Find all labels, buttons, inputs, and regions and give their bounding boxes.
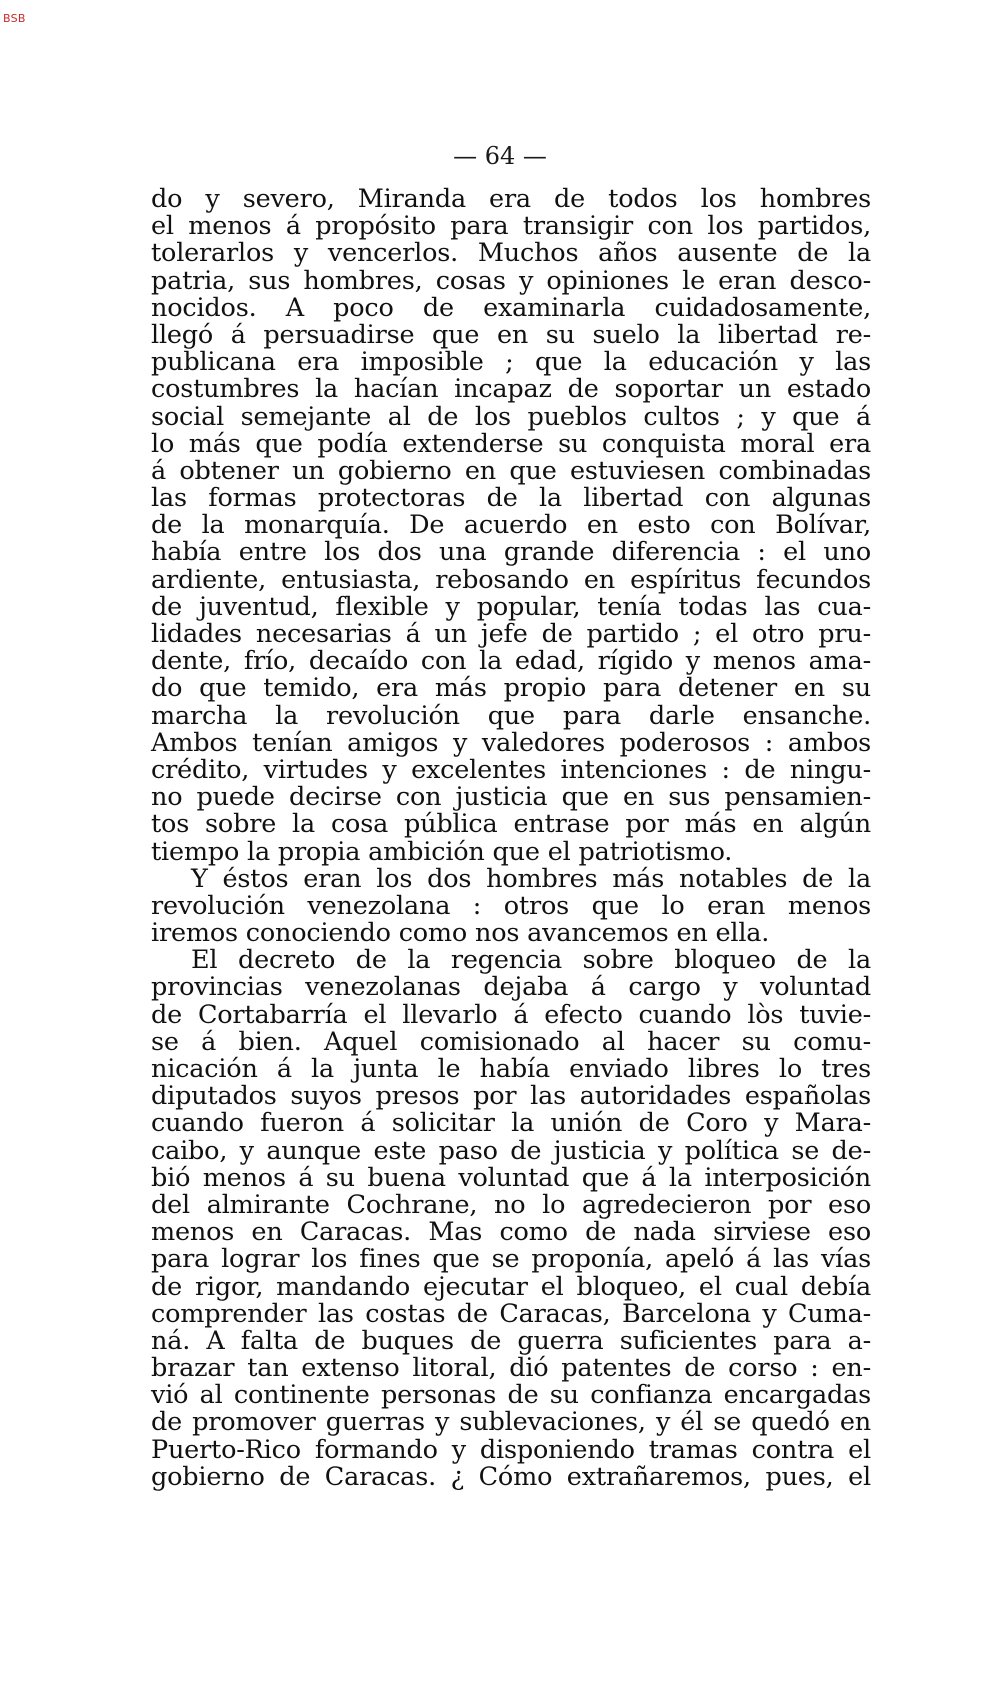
- text-line: del almirante Cochrane, no lo agredecieron por eso: [151, 1189, 871, 1220]
- text-line: iremos conociendo como nos avancemos en ella.: [151, 918, 770, 949]
- text-line: Ambos tenían amigos y valedores poderosos : ambos: [151, 727, 871, 758]
- text-line: lidades necesarias á un jefe de partido ; el otro pru-: [151, 619, 871, 649]
- text-line: vió al continente personas de su confianza encargadas: [151, 1380, 871, 1411]
- text-line: cuando fueron á solicitar la unión de Coro y Mara-: [151, 1108, 871, 1139]
- text-line: do que temido, era más propio para detener en su: [151, 673, 871, 704]
- text-line: el menos á propósito para transigir con los partidos,: [151, 211, 871, 242]
- text-line: crédito, virtudes y excelentes intenciones : de ningu-: [151, 754, 871, 785]
- text-line: bió menos á su buena voluntad que á la interposición: [151, 1162, 871, 1193]
- text-line: social semejante al de los pueblos cultos ; y que á: [151, 401, 871, 432]
- text-line: de promover guerras y sublevaciones, y él se quedó en: [151, 1407, 871, 1438]
- text-line: las formas protectoras de la libertad con algunas: [151, 483, 871, 514]
- text-line: había entre los dos una grande diferencia : el uno: [151, 537, 871, 568]
- page-number: — 64 —: [453, 142, 547, 170]
- paragraph-2: [151, 863, 871, 949]
- text-line: costumbres la hacían incapaz de soportar un estado: [151, 374, 871, 405]
- text-line: de la monarquía. De acuerdo en esto con Bolívar,: [151, 510, 871, 541]
- text-line: patria, sus hombres, cosas y opiniones le eran desco-: [151, 265, 871, 296]
- body-text: [151, 186, 871, 1491]
- text-line: diputados suyos presos por las autoridades españolas: [151, 1081, 871, 1112]
- text-line: marcha la revolución que para darle ensanche.: [151, 700, 871, 731]
- text-line: El decreto de la regencia sobre bloqueo de la: [191, 945, 871, 976]
- text-line: brazar tan extenso litoral, dió patentes de corso : en-: [151, 1353, 871, 1384]
- text-line: de Cortabarría el llevarlo á efecto cuando lòs tuvie-: [151, 999, 871, 1030]
- text-line: dente, frío, decaído con la edad, rígido y menos ama-: [151, 646, 871, 677]
- text-line: caibo, y aunque este paso de justicia y política se de-: [151, 1135, 871, 1166]
- paragraph-3: [151, 947, 871, 1491]
- text-line: llegó á persuadirse que en su suelo la libertad re-: [151, 319, 871, 350]
- text-line: lo más que podía extenderse su conquista moral era: [151, 428, 871, 459]
- text-line: do y severo, Miranda era de todos los hombres: [151, 184, 871, 214]
- text-line: tos sobre la cosa pública entrase por más en algún: [151, 809, 871, 840]
- text-line: Y éstos eran los dos hombres más notables de la: [191, 863, 871, 894]
- text-line: menos en Caracas. Mas como de nada sirviese eso: [151, 1217, 871, 1248]
- text-line: nocidos. A poco de examinarla cuidadosamente,: [151, 292, 871, 323]
- text-line: ardiente, entusiasta, rebosando en espíritus fecundos: [151, 564, 871, 595]
- text-line: tolerarlos y vencerlos. Muchos años ausente de la: [151, 238, 871, 269]
- text-line: de rigor, mandando ejecutar el bloqueo, el cual debía: [151, 1271, 871, 1302]
- text-line: comprender las costas de Caracas, Barcelona y Cuma-: [151, 1298, 871, 1329]
- text-line: publicana era imposible ; que la educación y las: [151, 347, 871, 378]
- paragraph-1: [151, 186, 871, 866]
- text-line: revolución venezolana : otros que lo eran menos: [151, 890, 871, 921]
- text-line: provincias venezolanas dejaba á cargo y voluntad: [151, 972, 871, 1003]
- text-line: nicación á la junta le había enviado libres lo tres: [151, 1054, 871, 1084]
- text-line: á obtener un gobierno en que estuviesen combinadas: [151, 455, 871, 486]
- text-line: ná. A falta de buques de guerra suficientes para a-: [151, 1325, 871, 1356]
- library-stamp: BSB: [3, 12, 26, 25]
- text-line: Puerto-Rico formando y disponiendo tramas contra el: [151, 1434, 871, 1465]
- text-line: gobierno de Caracas. ¿ Cómo extrañaremos, pues, el: [151, 1461, 871, 1492]
- text-line: se á bien. Aquel comisionado al hacer su comu-: [151, 1026, 871, 1057]
- text-line: no puede decirse con justicia que en sus pensamien-: [151, 782, 871, 813]
- text-line: para lograr los fines que se proponía, apeló á las vías: [151, 1244, 871, 1275]
- text-line: de juventud, flexible y popular, tenía todas las cua-: [151, 591, 871, 622]
- text-line: tiempo la propia ambición que el patriotismo.: [151, 836, 733, 867]
